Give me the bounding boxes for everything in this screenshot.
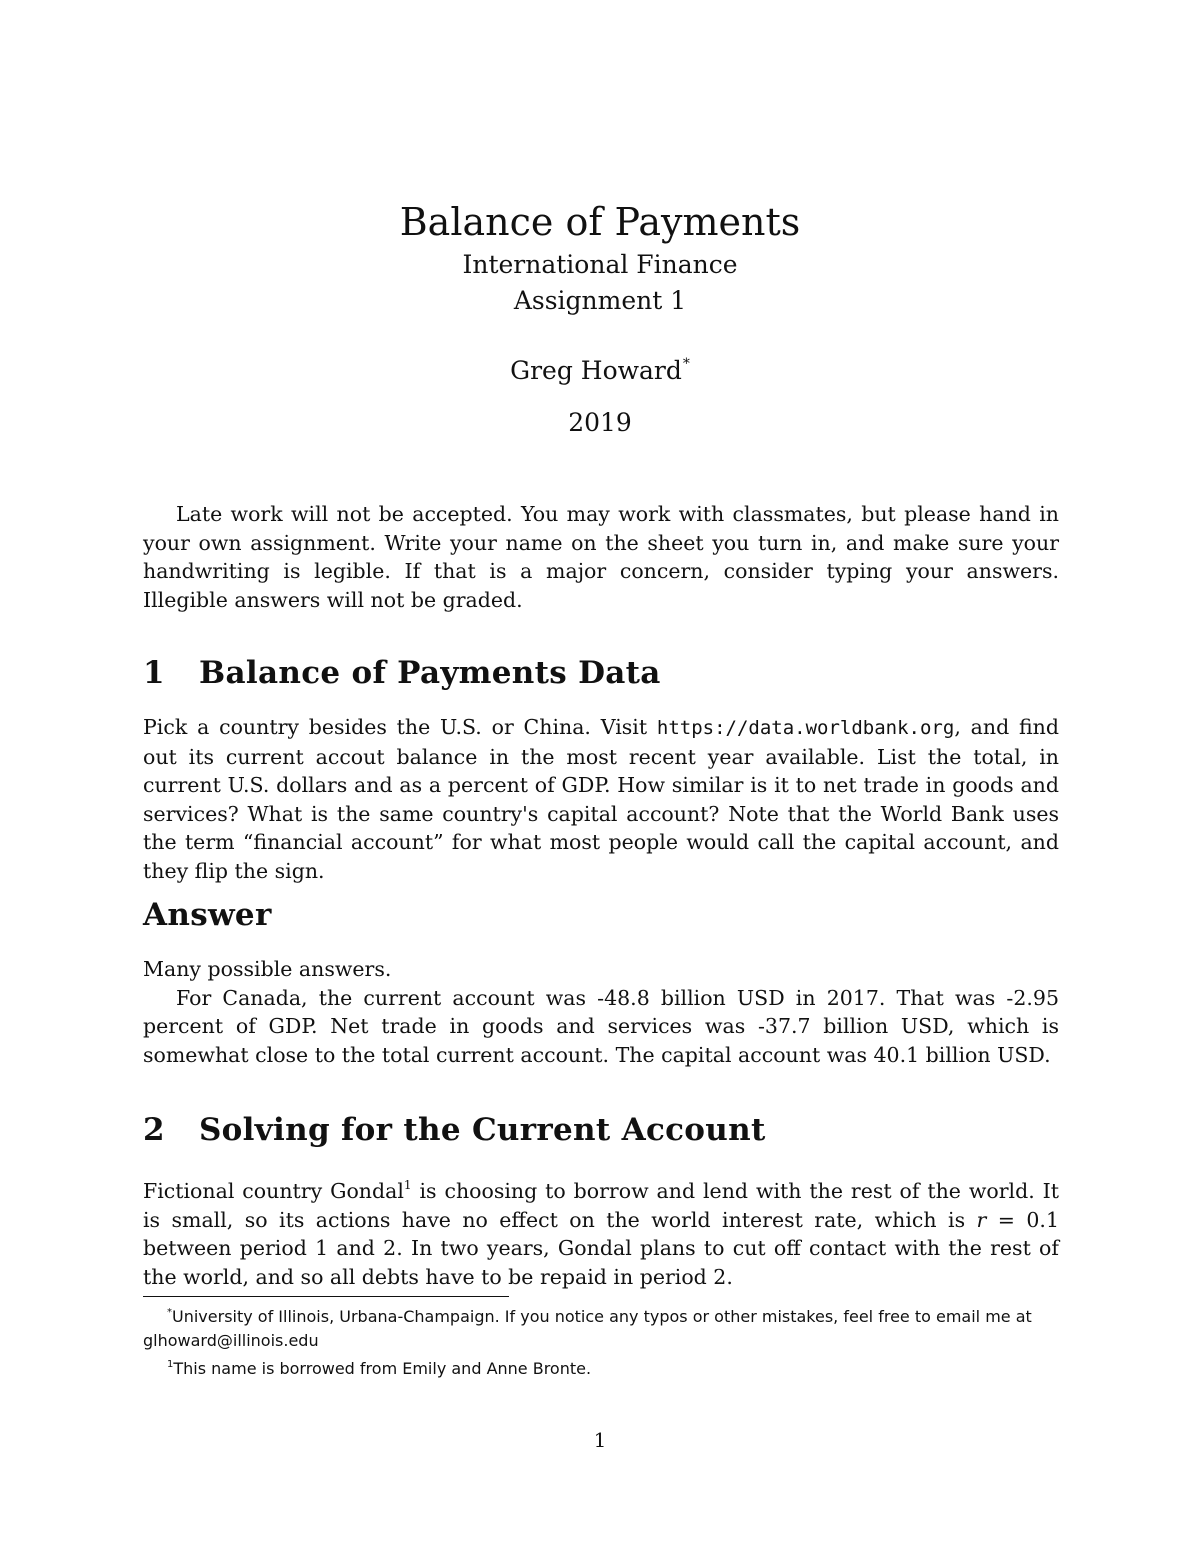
footnote-1-mark: 1 [167, 1359, 174, 1370]
section-1-text-end: , and find out its current accout balance in the most recent year available. List the total, in current U.S. dollars and as a percent of GDP. How similar is it to net trade in goods and services? What is the same country's capital account? Note that the World Bank uses the term “financial account” for what most people would call the capital account, and they flip the sign. [143, 715, 1059, 883]
section-2-number: 2 [143, 1112, 165, 1148]
footnote-1-ref: 1 [403, 1178, 412, 1192]
assignment-label: Assignment 1 [513, 286, 687, 315]
section-2-heading [143, 1112, 766, 1148]
document-subtitle: International Finance [462, 250, 738, 279]
interest-rate-variable: r [976, 1207, 987, 1232]
author-name: Greg Howard [510, 356, 682, 385]
intro-paragraph [143, 500, 1059, 614]
footnote-divider [143, 1296, 509, 1297]
author-footnote-mark: * [682, 356, 690, 372]
worldbank-link[interactable]: https://data.worldbank.org [656, 717, 955, 739]
footnote-author-mark: * [167, 1307, 172, 1318]
answer-line-1: Many possible answers. [143, 957, 392, 981]
section-1-text-start: Pick a country besides the U.S. or China. Visit [143, 715, 657, 739]
footnote-author-text: University of Illinois, Urbana-Champaign. If you notice any typos or other mistakes, feel free to email me at glhoward@illinois.edu [143, 1307, 1032, 1350]
section-1-paragraph [143, 713, 1059, 885]
answer-heading: Answer [143, 897, 272, 933]
intro-text: Late work will not be accepted. You may work with classmates, but please hand in your own assignment. Write your name on the sheet you turn in, and make sure your handwriting is legible. If that is a major concern, consider typing your answers. Illegible answers will not be graded. [143, 502, 1059, 612]
answer-line-2: For Canada, the current account was -48.8 billion USD in 2017. That was -2.95 percent of GDP. Net trade in goods and services was -37.7 billion USD, which is somewhat close to the total current account. The capital account was 40.1 billion USD. [143, 985, 1059, 1067]
answer-paragraph [143, 955, 1059, 1069]
section-2-paragraph [143, 1171, 1059, 1291]
section-1-heading [143, 655, 661, 691]
section-2-text-3: between period 1 and 2. In two years, Gondal plans to cut off contact with the rest of the world, and so all debts have to be repaid in period 2. [143, 1236, 1059, 1289]
footnotes [143, 1301, 1059, 1381]
section-1-title: Balance of Payments Data [199, 655, 661, 691]
page-number: 1 [593, 1428, 607, 1452]
interest-rate-value: = 0.1 [986, 1207, 1059, 1232]
document-title: Balance of Payments [399, 200, 801, 244]
footnote-1 [143, 1353, 1059, 1381]
author-line [0, 356, 1200, 385]
section-2-title: Solving for the Current Account [199, 1112, 766, 1148]
section-2-text-2: is choosing to borrow and lend with the rest of the world. It is small, so its actions have no effect on the world interest rate, which is [143, 1179, 1059, 1232]
section-1-number: 1 [143, 655, 165, 691]
section-2-text-1: Fictional country Gondal [143, 1179, 404, 1203]
footnote-1-text: This name is borrowed from Emily and Anne Bronte. [173, 1359, 592, 1378]
footnote-author [143, 1301, 1059, 1353]
document-year: 2019 [568, 408, 632, 437]
